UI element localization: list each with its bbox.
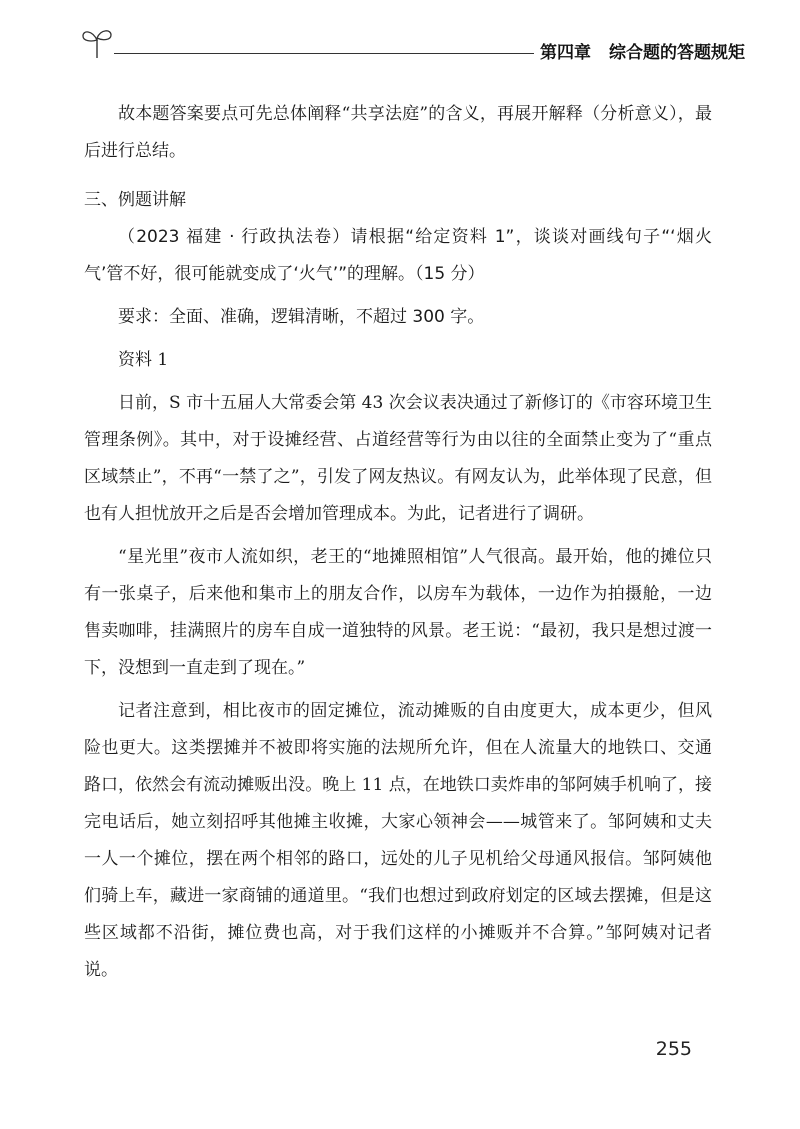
running-header [80, 26, 745, 66]
page-number: 255 [655, 1038, 692, 1060]
sprout-icon [80, 26, 116, 60]
header-rule-dashed [442, 53, 534, 54]
material-paragraph-1: 日前，S 市十五届人大常委会第 43 次会议表决通过了新修订的《市容环境卫生管理条例》。其中，对于设摊经营、占道经营等行为由以往的全面禁止变为了“重点区域禁止”，不再“一禁了之”，引发了网友热议。有网友认为，此举体现了民意，但也有人担忧放开之后是否会增加管理成本。为此，记者进行了调研。 [84, 393, 712, 524]
requirement-paragraph: 要求：全面、准确，逻辑清晰，不超过 300 字。 [118, 307, 485, 327]
material-paragraph-3: 记者注意到，相比夜市的固定摊位，流动摊贩的自由度更大，成本更少，但风险也更大。这类摆摊并不被即将实施的法规所允许，但在人流量大的地铁口、交通路口，依然会有流动摊贩出没。晚上 11 点，在地铁口卖炸串的邹阿姨手机响了，接完电话后，她立刻招呼其他摊主收摊，大家心领神会——城管来了。邹阿姨和丈夫一人一个摊位，摆在两个相邻的路口，远处的儿子见机给父母通风报信。邹阿姨他们骑上车，藏进一家商铺的通道里。“我们也想过到政府划定的区域去摆摊，但是这些区域都不沿街，摊位费也高，对于我们这样的小摊贩并不合算。”邹阿姨对记者说。 [84, 701, 712, 980]
page-body [84, 96, 712, 989]
intro-paragraph: 故本题答案要点可先总体阐释“共享法庭”的含义，再展开解释（分析意义），最后进行总结。 [84, 104, 712, 161]
material-label: 资料 1 [118, 350, 169, 370]
chapter-title: 综合题的答题规矩 [609, 43, 745, 63]
chapter-heading [540, 38, 745, 63]
chapter-number: 第四章 [540, 43, 591, 63]
section-title: 三、例题讲解 [84, 190, 186, 210]
material-paragraph-2: “星光里”夜市人流如织，老王的“地摊照相馆”人气很高。最开始，他的摊位只有一张桌子，后来他和集市上的朋友合作，以房车为载体，一边作为拍摄舱，一边售卖咖啡，挂满照片的房车自成一道独特的风景。老王说：“最初，我只是想过渡一下，没想到一直走到了现在。” [84, 547, 712, 678]
question-paragraph: （2023 福建 · 行政执法卷）请根据“给定资料 1”，谈谈对画线句子“‘烟火气’管不好，很可能就变成了‘火气’”的理解。（15 分） [84, 227, 712, 284]
